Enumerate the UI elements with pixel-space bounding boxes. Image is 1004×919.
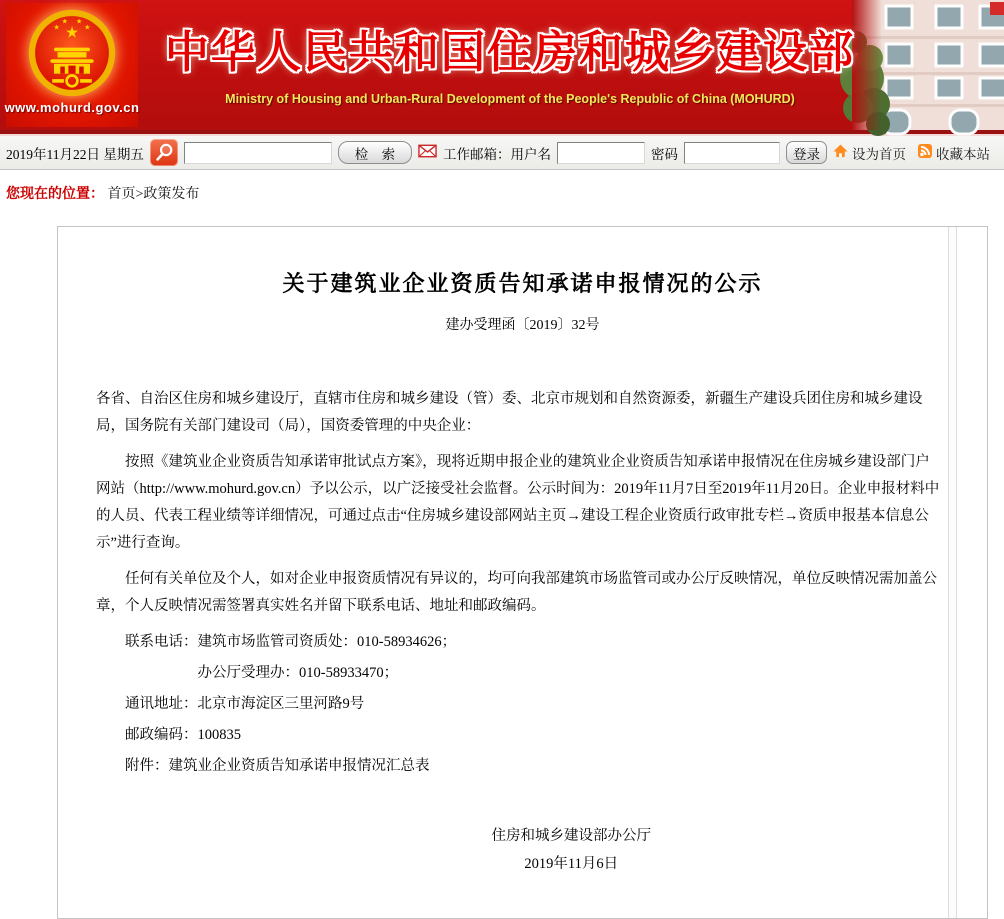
document-paragraphs	[96, 386, 943, 620]
document-paragraph: 邮政编码：100835	[125, 727, 241, 743]
site-url: www.mohurd.gov.cn	[4, 100, 140, 115]
svg-text:★: ★	[53, 23, 60, 32]
svg-text:★: ★	[75, 17, 83, 26]
work-mail-label: 工作邮箱：用户名	[443, 146, 551, 162]
document-paragraph: 通讯地址：北京市海淀区三里河路9号	[125, 696, 365, 712]
document-paragraph: 办公厅受理办：010-58933470；	[197, 665, 399, 681]
house-icon	[833, 144, 848, 162]
header-banner	[140, 0, 880, 130]
document-scrollbar[interactable]	[948, 227, 957, 918]
document-body	[96, 386, 943, 878]
login-button[interactable]: 登录	[786, 141, 827, 164]
document-paragraph: 按照《建筑业企业资质告知承诺审批试点方案》，现将近期申报企业的建筑业企业资质告知承诺申报情况在住房城乡建设部门户网站（http://www.mohurd.gov.cn）予以公示，以广泛接受社会监督。公示时间为：2019年11月7日至2019年11月20日。企业申报材料中的人员、代表工程业绩等详细情况，可通过点击“住房城乡建设部网站主页→建设工程企业资质行政审批专栏→资质申报基本信息公示”进行查询。	[96, 454, 940, 551]
document-box	[57, 226, 988, 919]
breadcrumb	[0, 170, 1004, 212]
rss-icon	[918, 144, 932, 162]
toolbar	[0, 134, 1004, 170]
search-button[interactable]: 检 索	[338, 141, 412, 164]
document-paragraph: 各省、自治区住房和城乡建设厅，直辖市住房和城乡建设（管）委、北京市规划和自然资源委，新疆生产建设兵团住房和城乡建设局，国务院有关部门建设司（局），国资委管理的中央企业：	[96, 391, 923, 434]
breadcrumb-label: 您现在的位置：	[6, 187, 104, 202]
favorite-site-link[interactable]: 收藏本站	[936, 146, 990, 162]
username-input[interactable]	[557, 142, 645, 164]
envelope-icon	[418, 144, 437, 162]
site-header	[0, 0, 1004, 134]
svg-text:★: ★	[65, 24, 79, 42]
document-number: 建办受理函〔2019〕32号	[445, 318, 600, 333]
password-input[interactable]	[684, 142, 780, 164]
set-homepage-link[interactable]: 设为首页	[852, 146, 906, 162]
svg-text:★: ★	[84, 23, 91, 32]
search-input[interactable]	[184, 142, 332, 164]
document-paragraph: 联系电话：建筑市场监管司资质处：010-58934626；	[125, 634, 457, 650]
toolbar-right-links	[833, 143, 998, 163]
document-contact-lines	[96, 629, 943, 780]
document-title: 关于建筑业企业资质告知承诺申报情况的公示	[282, 271, 763, 296]
signature-date: 2019年11月6日	[524, 856, 619, 872]
site-subtitle: Ministry of Housing and Urban-Rural Development of the People's Republic of China (MOHURD)	[225, 92, 795, 106]
signature-department: 住房和城乡建设部办公厅	[491, 828, 651, 844]
national-emblem-icon	[27, 8, 117, 98]
document-area	[0, 212, 1004, 919]
breadcrumb-path[interactable]: 首页>政策发布	[107, 187, 200, 202]
password-label: 密码	[651, 146, 678, 162]
emblem-panel	[6, 3, 138, 127]
document-paragraph: 附件：建筑业企业资质告知承诺申报情况汇总表	[125, 758, 430, 774]
current-date: 2019年11月22日 星期五	[6, 146, 144, 162]
signature-block	[492, 822, 652, 878]
document-paragraph: 任何有关单位及个人，如对企业申报资质情况有异议的，均可向我部建筑市场监管司或办公厅反映情况，单位反映情况需加盖公章，个人反映情况需签署真实姓名并留下联系电话、地址和邮政编码。	[96, 571, 937, 614]
search-icon[interactable]	[150, 139, 178, 166]
site-title: 中华人民共和国住房和城乡建设部	[165, 28, 855, 77]
svg-text:★: ★	[61, 17, 69, 26]
